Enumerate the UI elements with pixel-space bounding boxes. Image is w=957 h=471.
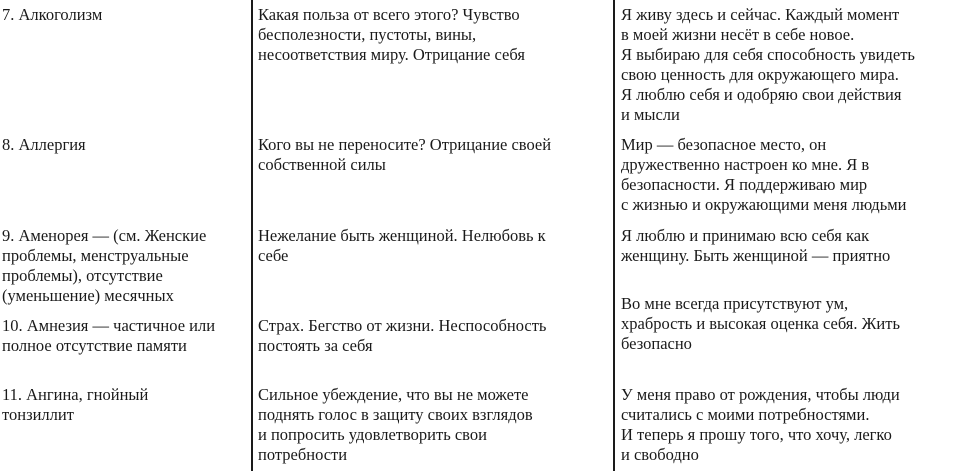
text-line: дружественно настроен ко мне. Я в (621, 155, 870, 174)
row-9-affirmation (621, 226, 890, 266)
row-11-disease (2, 385, 148, 425)
row-7-disease (2, 5, 102, 25)
text-line: считались с моими потребностями. (621, 405, 870, 424)
text-line: У меня право от рождения, чтобы люди (621, 385, 900, 404)
text-line: и свободно (621, 445, 699, 464)
row-10-cause (258, 316, 546, 356)
text-line: с жизнью и окружающими меня людьми (621, 195, 907, 214)
text-line: себе (258, 246, 289, 265)
text-line: безопасности. Я поддерживаю мир (621, 175, 868, 194)
row-8-disease (2, 135, 86, 155)
row-7-affirmation (621, 5, 915, 125)
text-line: 10. Амнезия — частичное или (2, 316, 216, 335)
text-line: поднять голос в защиту своих взглядов (258, 405, 533, 424)
text-line: Я живу здесь и сейчас. Каждый момент (621, 5, 900, 24)
text-line: Я люблю и принимаю всю себя как (621, 226, 870, 245)
column-divider-1 (251, 0, 253, 471)
row-9-disease (2, 226, 206, 306)
text-line: Я выбираю для себя способность увидеть (621, 45, 915, 64)
text-line: бесполезности, пустоты, вины, (258, 25, 477, 44)
row-7-cause (258, 5, 525, 65)
text-line: проблемы), отсутствие (2, 266, 163, 285)
text-line: 9. Аменорея — (см. Женские (2, 226, 207, 245)
text-line: собственной силы (258, 155, 386, 174)
row-11-affirmation (621, 385, 900, 465)
text-line: 7. Алкоголизм (2, 5, 103, 24)
row-10-affirmation (621, 294, 900, 354)
text-line: свою ценность для окружающего мира. (621, 65, 899, 84)
row-9-cause (258, 226, 546, 266)
text-line: и мысли (621, 105, 680, 124)
text-line: женщину. Быть женщиной — приятно (621, 246, 891, 265)
row-8-cause (258, 135, 551, 175)
text-line: Кого вы не переносите? Отрицание своей (258, 135, 552, 154)
text-line: 11. Ангина, гнойный (2, 385, 149, 404)
text-line: тонзиллит (2, 405, 74, 424)
text-line: полное отсутствие памяти (2, 336, 187, 355)
text-line: постоять за себя (258, 336, 373, 355)
text-line: безопасно (621, 334, 692, 353)
text-line: Страх. Бегство от жизни. Неспособность (258, 316, 547, 335)
text-line: в моей жизни несёт в себе новое. (621, 25, 855, 44)
text-line: Мир — безопасное место, он (621, 135, 827, 154)
text-line: (уменьшение) месячных (2, 286, 174, 305)
row-11-cause (258, 385, 533, 465)
text-line: потребности (258, 445, 348, 464)
row-10-disease (2, 316, 215, 356)
text-line: проблемы, менструальные (2, 246, 189, 265)
text-line: И теперь я прошу того, что хочу, легко (621, 425, 892, 444)
text-line: Во мне всегда присутствуют ум, (621, 294, 849, 313)
text-line: храбрость и высокая оценка себя. Жить (621, 314, 900, 333)
text-line: несоответствия миру. Отрицание себя (258, 45, 525, 64)
text-line: 8. Аллергия (2, 135, 86, 154)
text-line: Сильное убеждение, что вы не можете (258, 385, 529, 404)
text-line: и попросить удовлетворить свои (258, 425, 487, 444)
row-8-affirmation (621, 135, 907, 215)
column-divider-2 (613, 0, 615, 471)
text-line: Я люблю себя и одобряю свои действия (621, 85, 902, 104)
text-line: Какая польза от всего этого? Чувство (258, 5, 520, 24)
text-line: Нежелание быть женщиной. Нелюбовь к (258, 226, 546, 245)
